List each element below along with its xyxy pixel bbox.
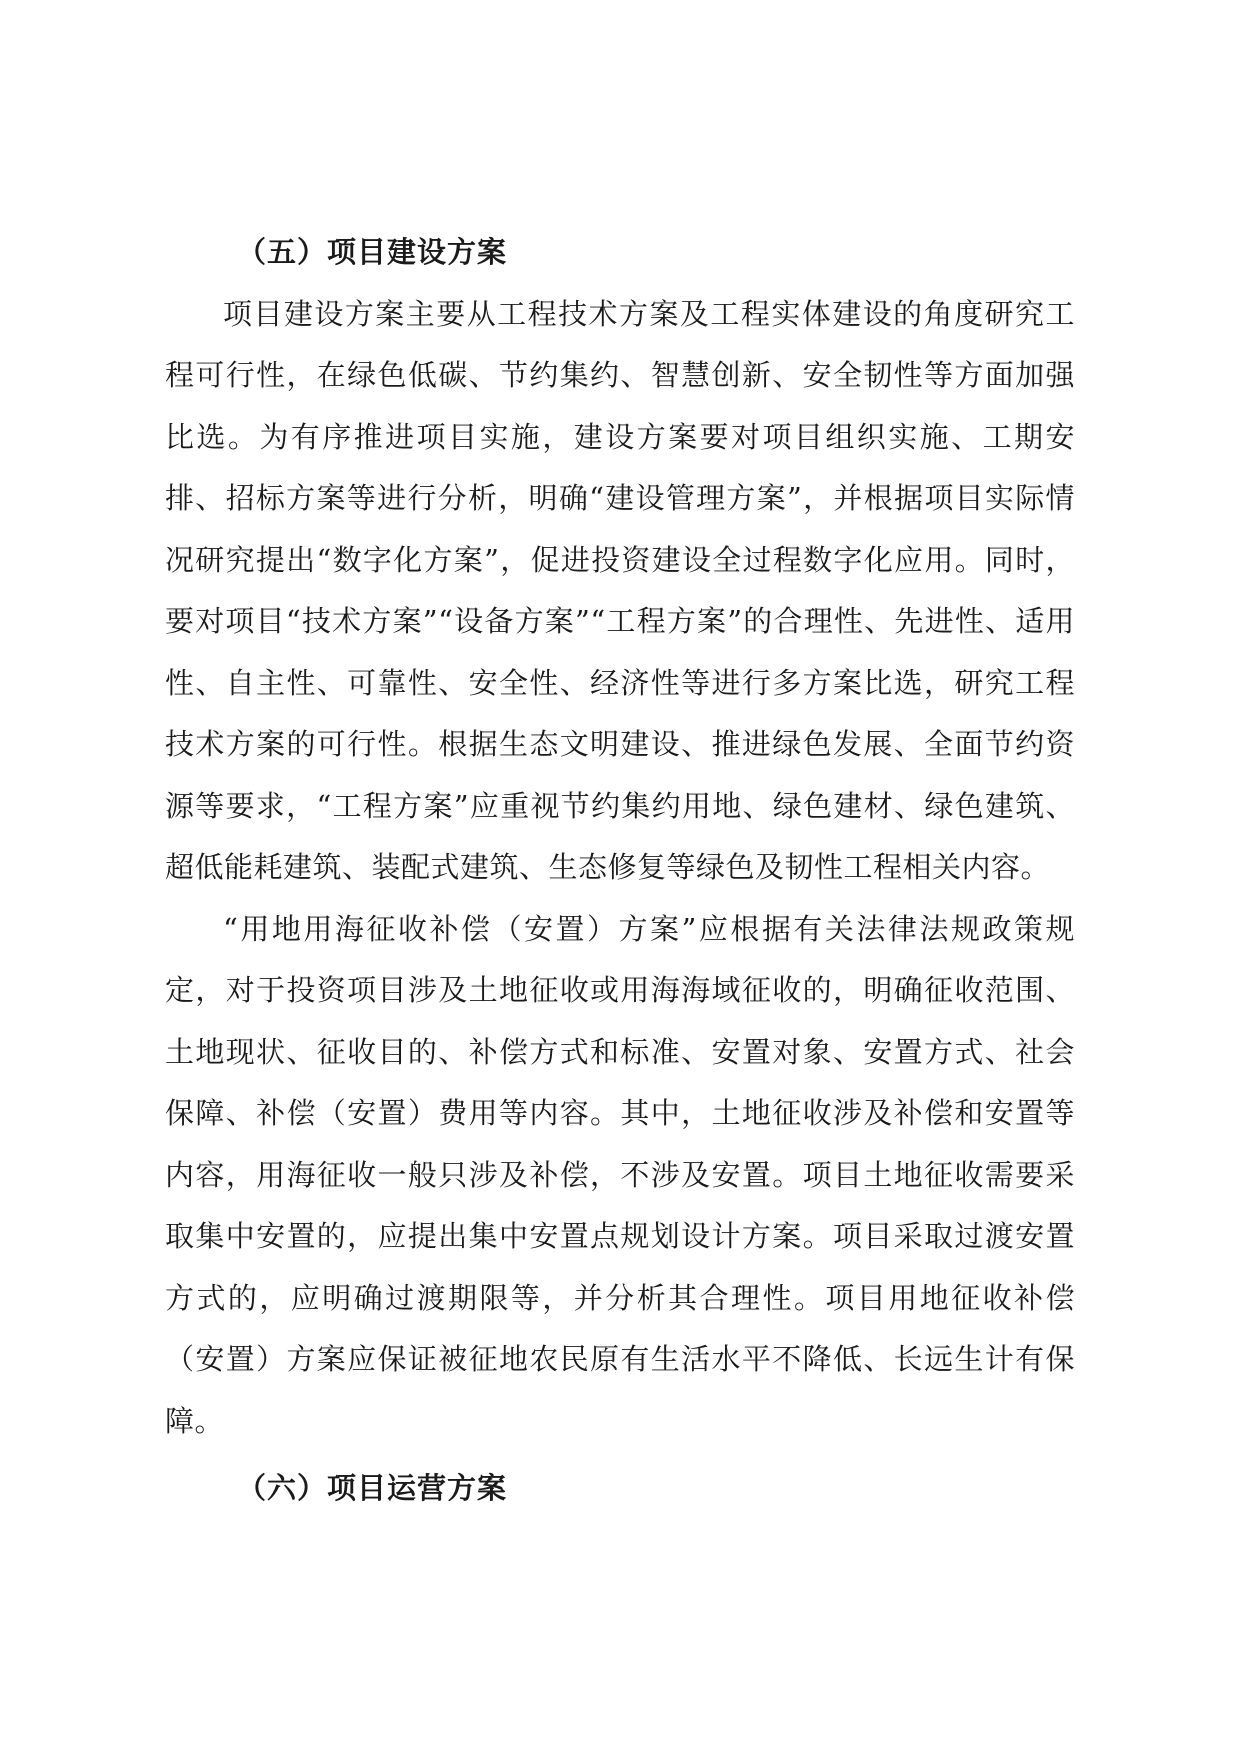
section-heading-operation-plan: （六）项目运营方案 — [237, 1471, 508, 1505]
document-body — [165, 222, 1075, 1520]
paragraph-land-compensation: “用地用海征收补偿（安置）方案”应根据有关法律法规政策规定，对于投资项目涉及土地征收或用海海域征收的，明确征收范围、土地现状、征收目的、补偿方式和标准、安置对象、安置方式、社会保障、补偿（安置）费用等内容。其中，土地征收涉及补偿和安置等内容，用海征收一般只涉及补偿，不涉及安置。项目土地征收需要采取集中安置的，应提出集中安置点规划设计方案。项目采取过渡安置方式的，应明确过渡期限等，并分析其合理性。项目用地征收补偿（安置）方案应保证被征地农民原有生活水平不降低、长远生计有保障。 — [165, 911, 1075, 1438]
paragraph-construction-plan: 项目建设方案主要从工程技术方案及工程实体建设的角度研究工程可行性，在绿色低碳、节约集约、智慧创新、安全韧性等方面加强比选。为有序推进项目实施，建设方案要对项目组织实施、工期安排、招标方案等进行分析，明确“建设管理方案”，并根据项目实际情况研究提出“数字化方案”，促进投资建设全过程数字化应用。同时，要对项目“技术方案”“设备方案”“工程方案”的合理性、先进性、适用性、自主性、可靠性、安全性、经济性等进行多方案比选，研究工程技术方案的可行性。根据生态文明建设、推进绿色发展、全面节约资源等要求，“工程方案”应重视节约集约用地、绿色建材、绿色建筑、超低能耗建筑、装配式建筑、生态修复等绿色及韧性工程相关内容。 — [165, 296, 1075, 884]
section-heading-construction-plan: （五）项目建设方案 — [237, 235, 508, 269]
